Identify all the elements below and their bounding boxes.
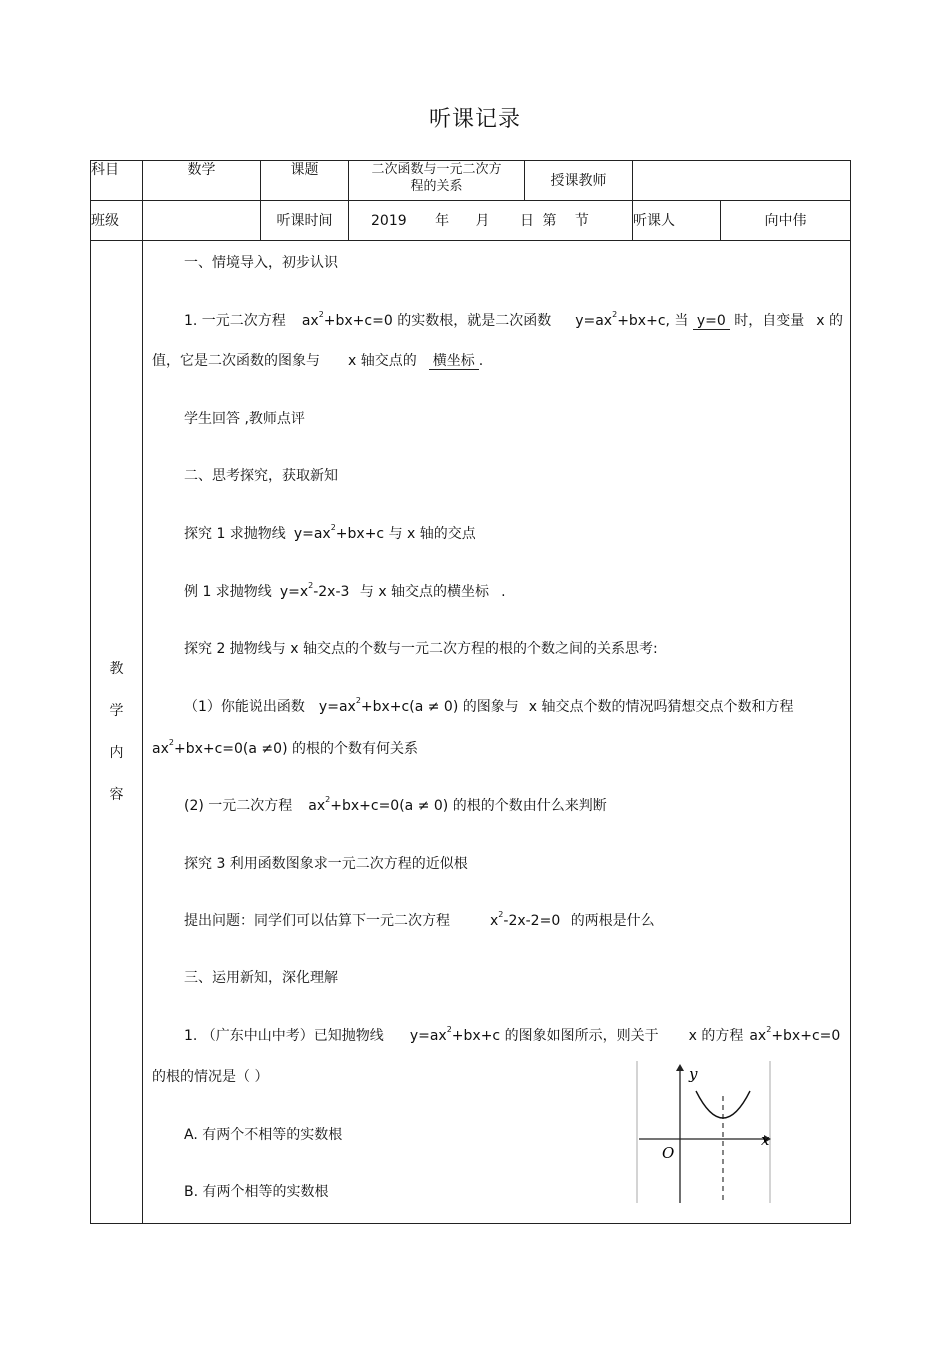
student-answer-note: 学生回答 ,教师点评 — [184, 411, 305, 427]
q1-line2-eq: ax — [152, 741, 169, 757]
parabola-curve — [696, 1091, 750, 1118]
t1-text-b: 的图象如图所示，则关于 — [504, 1028, 659, 1044]
explore-1 — [184, 523, 476, 543]
time-period: 第 — [542, 212, 557, 229]
q1-text-c: x 轴交点个数的情况吗猜想交点个数和方程 — [528, 699, 794, 715]
q1-eqb: +bx+c(a ≠ 0) — [360, 699, 459, 715]
time-year: 2019 — [371, 212, 407, 229]
question-1-line-1 — [184, 696, 793, 716]
task-1-line-2: 的根的情况是（ ） — [152, 1069, 269, 1085]
time-period-unit: 节 — [574, 212, 589, 229]
teacher-value — [633, 161, 851, 201]
teaching-content — [143, 241, 851, 1224]
sup: 2 — [766, 1025, 772, 1034]
ask-question — [184, 910, 655, 930]
p1-text-c: 时，自变量 — [734, 313, 805, 329]
topic-line-2: 程的关系 — [410, 179, 463, 194]
sup: 2 — [168, 738, 174, 747]
time-year-unit: 年 — [435, 212, 450, 229]
para-1-line-1 — [184, 310, 843, 330]
p1-eq2: y=ax — [575, 313, 613, 329]
teacher-label: 授课教师 — [525, 161, 633, 201]
section-2-title: 二、思考探究，获取新知 — [184, 468, 338, 484]
p1-blank-2: 横坐标 — [429, 353, 479, 370]
t1-text-a: 1. （广东中山中考）已知抛物线 — [184, 1028, 384, 1044]
ex1-text-a: 例 1 求抛物线 — [184, 584, 272, 600]
t1-eq: y=ax — [409, 1028, 447, 1044]
section-1-title: 一、情境导入，初步认识 — [184, 255, 338, 271]
q1-text-a: （1）你能说出函数 — [184, 699, 305, 715]
sup: 2 — [355, 696, 361, 705]
explore-3: 探究 3 利用函数图象求一元二次方程的近似根 — [184, 856, 468, 872]
time-label: 听课时间 — [261, 201, 349, 241]
q2-eqb: +bx+c=0(a ≠ 0) — [330, 798, 449, 814]
topic-line-1: 二次函数与一元二次方 — [371, 162, 502, 177]
t1-eq2b: +bx+c=0 — [771, 1028, 841, 1044]
explore-2: 探究 2 抛物线与 x 轴交点的个数与一元二次方程的根的个数之间的关系思考: — [184, 641, 658, 657]
question-2 — [184, 795, 607, 815]
t1-eqb: +bx+c — [451, 1028, 501, 1044]
q2-text-b: 的根的个数由什么来判断 — [452, 798, 607, 814]
parabola-figure — [636, 1061, 772, 1205]
q1-line2-eqb: +bx+c=0(a ≠0) — [173, 741, 288, 757]
t1-x: x — [688, 1028, 697, 1044]
para-1-line-2 — [152, 350, 483, 370]
e1-text-b: 与 x 轴的交点 — [388, 526, 476, 542]
subject-label: 科目 — [91, 161, 143, 201]
sup: 2 — [308, 581, 314, 590]
ask-text-a: 提出问题：同学们可以估算下一元二次方程 — [184, 913, 450, 929]
question-1-line-2 — [152, 738, 418, 758]
p1-blank-1: y=0 — [693, 313, 730, 330]
e1-eq: y=ax — [293, 526, 331, 542]
p1-eq1: ax — [301, 313, 319, 329]
p1-text-b: 的实数根，就是二次函数 — [397, 313, 552, 329]
p1-line2-text-a: 值，它是二次函数的图象与 — [152, 353, 320, 369]
p1-line2-text-b: 轴交点的 — [360, 353, 417, 369]
ex1-eq: y=x — [279, 584, 309, 600]
record-table — [90, 160, 851, 1224]
y-axis-arrow — [676, 1064, 684, 1071]
side-char-4: 容 — [109, 787, 124, 803]
time-day-unit: 日 — [520, 212, 534, 229]
y-label: y — [689, 1065, 698, 1083]
example-1 — [184, 581, 506, 601]
listener-label: 听课人 — [633, 201, 721, 241]
task-1-line-1 — [184, 1025, 840, 1045]
time-value — [349, 201, 633, 241]
topic-value — [349, 161, 525, 201]
option-b: B. 有两个相等的实数根 — [184, 1184, 329, 1200]
e1-text-a: 探究 1 求抛物线 — [184, 526, 286, 542]
topic-label: 课题 — [261, 161, 349, 201]
section-3-title: 三、运用新知，深化理解 — [184, 970, 338, 986]
origin-label: O — [662, 1144, 675, 1162]
ask-text-b: 的两根是什么 — [570, 913, 655, 929]
sup: 2 — [325, 795, 331, 804]
p1-end: . — [478, 353, 484, 369]
p1-text-a: 1. 一元二次方程 — [184, 313, 286, 329]
side-char-3: 内 — [109, 745, 124, 761]
q2-eq: ax — [308, 798, 326, 814]
page-title: 听课记录 — [428, 107, 521, 132]
subject-value: 数学 — [143, 161, 261, 201]
class-label: 班级 — [91, 201, 143, 241]
time-month-unit: 月 — [475, 212, 490, 229]
side-char-1: 教 — [109, 661, 124, 677]
listener-value: 向中伟 — [721, 201, 851, 241]
q2-text-a: (2) 一元二次方程 — [184, 798, 293, 814]
p1-x: x — [816, 313, 825, 329]
p1-line2-x: x — [348, 353, 357, 369]
class-value — [143, 201, 261, 241]
sup: 2 — [446, 1025, 452, 1034]
p1-text-d: 的 — [829, 313, 844, 329]
side-label — [91, 241, 143, 1224]
sup: 2 — [612, 310, 618, 319]
t1-eq2: ax — [749, 1028, 767, 1044]
e1-eqb: +bx+c — [335, 526, 385, 542]
q1-eq: y=ax — [318, 699, 356, 715]
q1-text-b: 的图象与 — [462, 699, 519, 715]
ask-eqb: -2x-2=0 — [503, 913, 561, 929]
side-char-2: 学 — [109, 703, 124, 719]
ask-eq: x — [490, 913, 499, 929]
p1-eq2b: +bx+c, 当 — [617, 313, 689, 329]
ex1-eqb: -2x-3 — [313, 584, 350, 600]
p1-eq1b: +bx+c=0 — [323, 313, 393, 329]
ex1-text-b: 与 x 轴交点的横坐标 — [359, 584, 490, 600]
sup: 2 — [498, 910, 504, 919]
sup: 2 — [330, 523, 336, 532]
q1-line2-text-b: 的根的个数有何关系 — [291, 741, 418, 757]
t1-text-c: 的方程 — [701, 1028, 744, 1044]
sup: 2 — [318, 310, 324, 319]
x-label: x — [761, 1131, 770, 1149]
ex1-end: . — [501, 584, 506, 600]
option-a: A. 有两个不相等的实数根 — [184, 1127, 343, 1143]
